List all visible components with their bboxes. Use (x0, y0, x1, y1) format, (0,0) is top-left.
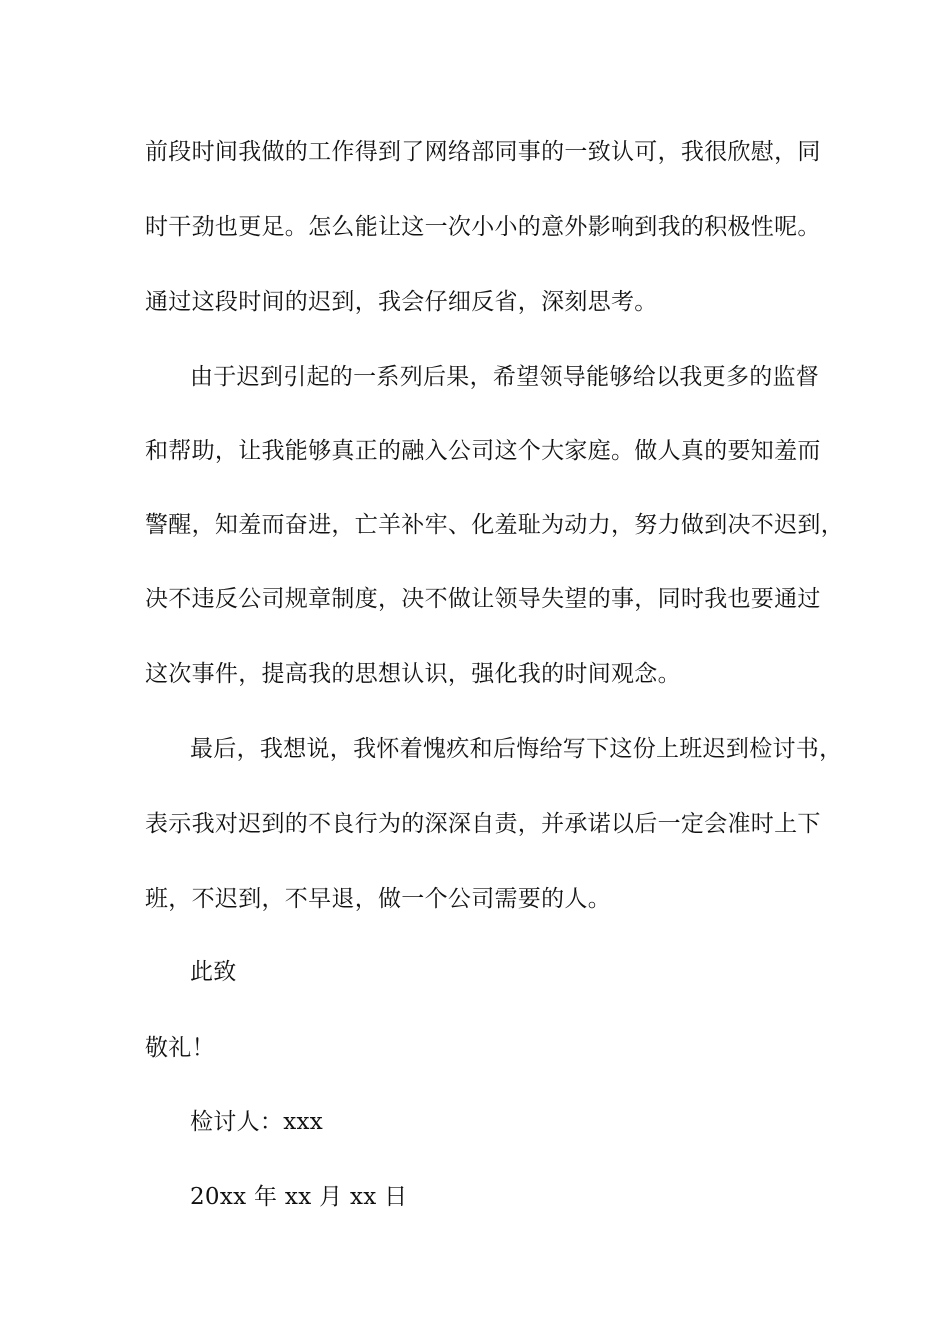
closing-regards: 敬礼！ (145, 1035, 215, 1061)
paragraph-line: 这次事件，提高我的思想认识，强化我的时间观念。 (145, 661, 681, 687)
paragraph-line: 警醒，知羞而奋进，亡羊补牢、化羞耻为动力，努力做到决不迟到， (145, 512, 844, 538)
paragraph-line: 由于迟到引起的一系列后果，希望领导能够给以我更多的监督 (190, 364, 820, 390)
date-line: 20xx 年 xx 月 xx 日 (190, 1184, 408, 1210)
paragraph-line: 班，不迟到，不早退，做一个公司需要的人。 (145, 886, 611, 912)
paragraph-line: 表示我对迟到的不良行为的深深自责，并承诺以后一定会准时上下 (145, 811, 821, 837)
paragraph-line: 最后，我想说，我怀着愧疚和后悔给写下这份上班迟到检讨书， (190, 736, 843, 762)
closing-salutation: 此致 (190, 959, 237, 985)
signature-line: 检讨人：xxx (190, 1109, 324, 1135)
paragraph-line: 时干劲也更足。怎么能让这一次小小的意外影响到我的积极性呢。 (145, 214, 821, 240)
paragraph-line: 通过这段时间的迟到，我会仔细反省，深刻思考。 (145, 289, 658, 315)
paragraph-line: 和帮助，让我能够真正的融入公司这个大家庭。做人真的要知羞而 (145, 438, 821, 464)
paragraph-line: 决不违反公司规章制度，决不做让领导失望的事，同时我也要通过 (145, 586, 821, 612)
paragraph-line: 前段时间我做的工作得到了网络部同事的一致认可，我很欣慰，同 (145, 139, 821, 165)
